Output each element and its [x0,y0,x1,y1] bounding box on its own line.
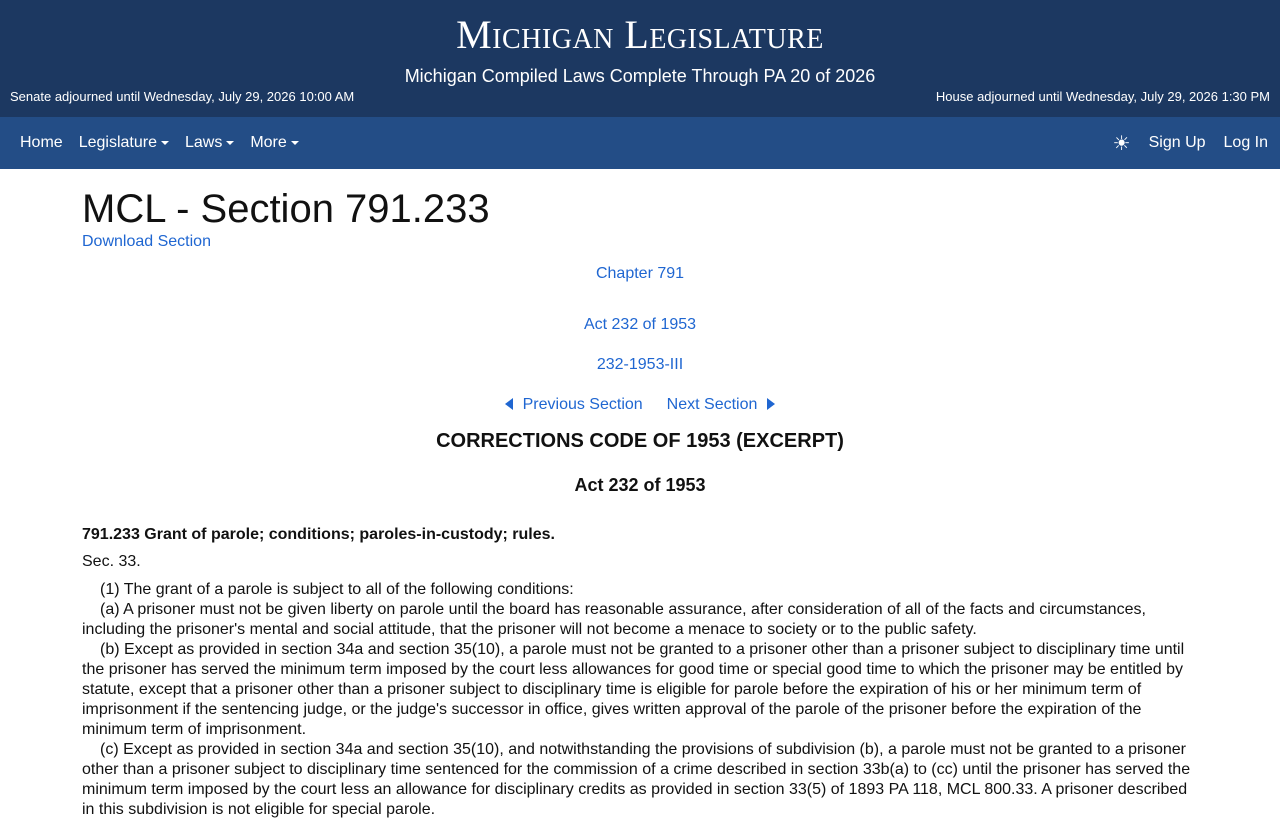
code-heading: CORRECTIONS CODE OF 1953 (EXCERPT) [436,430,844,452]
page-title: MCL - Section 791.233 [82,187,490,231]
caret-down-icon [161,141,169,145]
download-section-link[interactable]: Download Section [82,233,211,250]
section-paragraph: (c) Except as provided in section 34a and section 35(10), and notwithstanding the provisions of subdivision (b), a parole must not be granted to a prisoner other than a prisoner subject to disciplinary time sentenced for the commission of a crime described in section 33b(a) to (cc) until the prisoner has served the minimum term imposed by the court less an allowance for disciplinary credits as provided in section 33(5) of 1893 PA 118, MCL 800.33. A prisoner described in this subdivision is not eligible for special parole. [82,741,1191,818]
caret-right-icon [767,398,775,410]
main-navbar [0,117,1280,169]
previous-section-link[interactable] [505,385,643,425]
main-content [0,169,1280,820]
section-title: 791.233 Grant of parole; conditions; paroles-in-custody; rules. [82,526,555,543]
section-pager [82,385,1198,425]
section-paragraph: (b) Except as provided in section 34a and section 35(10), a parole must not be granted to a prisoner other than a prisoner subject to disciplinary time until the prisoner has served the minimum term imposed by the court less allowances for good time or special good time to which the prisoner may be entitled by statute, except that a prisoner other than a prisoner subject to disciplinary time is eligible for parole before the expiration of his or her minimum term of imprisonment if the sentencing judge, or the judge's successor in office, gives written approval of the parole of the prisoner before the expiration of the minimum term of imprisonment. [82,641,1185,738]
caret-down-icon [291,141,299,145]
house-status: House adjourned until Wednesday, July 29, 2026 1:30 PM [935,89,1270,104]
sun-icon[interactable]: ☀ [1112,132,1131,155]
caret-down-icon [226,141,234,145]
site-title[interactable]: Michigan Legislature [456,12,824,57]
next-section-link[interactable] [667,385,776,425]
section-number: Sec. 33. [82,553,141,570]
nav-laws-dropdown[interactable] [185,134,234,152]
division-link[interactable]: 232-1953-III [596,356,684,373]
nav-left-group [20,134,315,152]
nav-right-group [1095,131,1268,156]
nav-more-label: More [250,134,287,151]
act-heading: Act 232 of 1953 [574,475,706,495]
section-paragraph: (1) The grant of a parole is subject to all of the following conditions: [100,581,574,598]
log-in-link[interactable]: Log In [1223,134,1268,151]
nav-laws-label: Laws [184,134,223,151]
nav-legislature-label: Legislature [78,134,157,151]
senate-status: Senate adjourned until Wednesday, July 29, 2026 10:00 AM [10,89,355,104]
site-banner [0,0,1280,117]
nav-home[interactable]: Home [20,134,63,151]
nav-legislature-dropdown[interactable] [79,134,169,152]
chapter-link[interactable]: Chapter 791 [595,265,685,282]
compiled-laws-subtitle: Michigan Compiled Laws Complete Through PA 20 of 2026 [404,66,876,86]
nav-more-dropdown[interactable] [250,134,298,152]
caret-left-icon [505,398,513,410]
next-section-label: Next Section [666,396,758,413]
breadcrumb-links [82,265,1198,425]
section-paragraph: (a) A prisoner must not be given liberty on parole until the board has reasonable assurance, after consideration of all of the facts and circumstances, including the prisoner's mental and social attitude, that the prisoner will not become a menace to society or to the public safety. [82,601,1146,638]
act-link[interactable]: Act 232 of 1953 [583,316,697,333]
sign-up-link[interactable]: Sign Up [1148,134,1206,151]
previous-section-label: Previous Section [522,396,643,413]
